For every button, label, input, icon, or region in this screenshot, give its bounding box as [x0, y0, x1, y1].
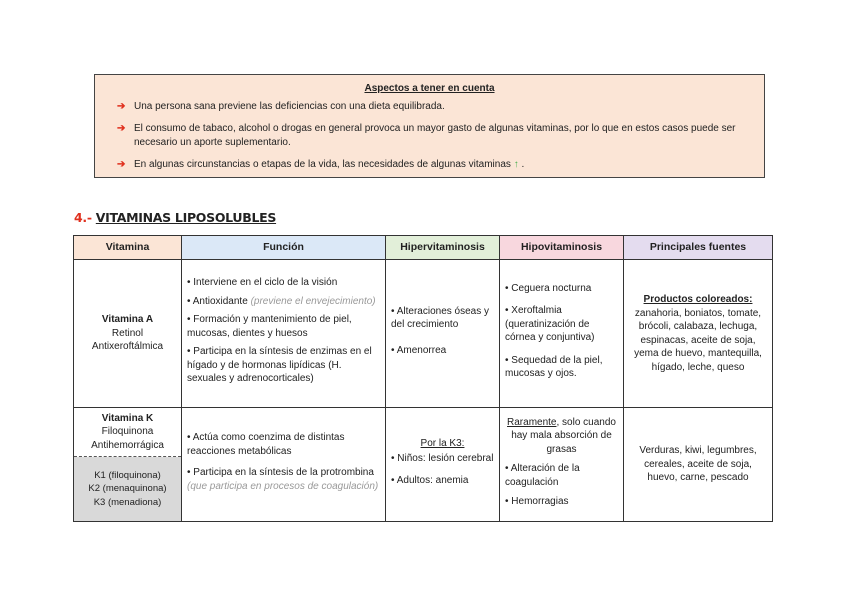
table-header-row [74, 236, 773, 260]
aspects-title: Aspectos a tener en cuenta [364, 83, 495, 94]
vitamin-k-fuentes: Verduras, kiwi, legumbres, cereales, aceite de soja, huevo, carne, pescado [624, 408, 773, 522]
section-heading [74, 210, 276, 225]
vitamin-a-fuentes: Productos coloreados: zanahoria, boniatos, tomate, brócoli, calabaza, lechuga, espinacas, aceite de soja, yema de huevo, mantequilla, hígado, leche, queso [624, 260, 773, 408]
red-arrow-icon: ➔ [117, 101, 126, 112]
header-hipovitaminosis: Hipovitaminosis [500, 236, 624, 260]
section-number: 4.- [74, 210, 92, 225]
aspect-bullet: ➔ Una persona sana previene las deficiencias con una dieta equilibrada. [117, 101, 445, 112]
section-title: VITAMINAS LIPOSOLUBLES [95, 210, 277, 225]
aspect-bullet: ➔ En algunas circunstancias o etapas de la vida, las necesidades de algunas vitaminas ↑ . [117, 159, 525, 170]
vitamin-k-hipo: Raramente, solo cuando hay mala absorción de grasas • Alteración de la coagulación • Hemorragias [500, 408, 624, 522]
vitamin-a-funcion: • Interviene en el ciclo de la visión • Antioxidante (previene el envejecimiento) • Formación y mantenimiento de piel, mucosas, dientes y huesos • Participa en la síntesis de enzimas en el hígado y de hormonas lipídicas (H. sexuales y adrenocorticales) [182, 260, 386, 408]
header-vitamina: Vitamina [74, 236, 182, 260]
up-arrow-icon: ↑ [513, 159, 519, 170]
aspect-bullet: ➔ El consumo de tabaco, alcohol o drogas en general provoca un mayor gasto de algunas vitaminas, por lo que en estos casos puede ser necesario un aporte suplementario. [117, 123, 736, 148]
vitamin-a-cell: Vitamina A Retinol Antixeroftálmica [74, 260, 182, 408]
red-arrow-icon: ➔ [117, 159, 126, 170]
red-arrow-icon: ➔ [117, 123, 126, 134]
vitamins-table [73, 235, 773, 522]
vitamin-a-hiper: • Alteraciones óseas y del crecimiento • Amenorrea [386, 260, 500, 408]
vitamin-k-hiper: Por la K3: • Niños: lesión cerebral • Adultos: anemia [386, 408, 500, 522]
header-fuentes: Principales fuentes [624, 236, 773, 260]
vitamin-k-cell: Vitamina K Filoquinona Antihemorrágica K1 (filoquinona) K2 (menaquinona) K3 (menadiona) [74, 408, 182, 522]
table-row [74, 260, 773, 408]
header-hipervitaminosis: Hipervitaminosis [386, 236, 500, 260]
vitamin-a-hipo: • Ceguera nocturna • Xeroftalmia (queratinización de córnea y conjuntiva) • Sequedad de la piel, mucosas y ojos. [500, 260, 624, 408]
header-funcion: Función [182, 236, 386, 260]
aspects-box [94, 74, 765, 178]
vitamin-k-forms: K1 (filoquinona) K2 (menaquinona) K3 (menadiona) [74, 457, 181, 521]
table-row [74, 408, 773, 522]
vitamin-k-funcion: • Actúa como coenzima de distintas reacciones metabólicas • Participa en la síntesis de la protrombina (que participa en procesos de coagulación) [182, 408, 386, 522]
